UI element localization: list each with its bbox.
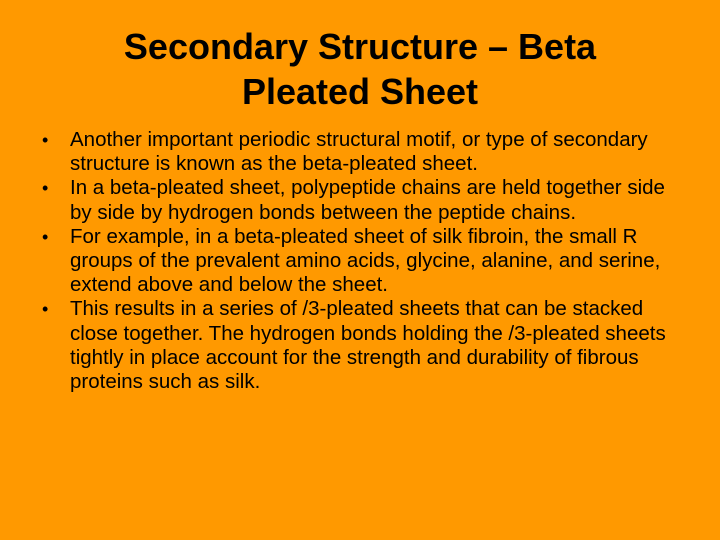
bullet-item-4: • This results in a series of /3-pleated sheets that can be stacked close together. The hydrogen bonds holding the /3-pleated sheets tightly in place account for the strength and durability of fibrous proteins such as silk.: [42, 297, 682, 394]
slide-title: [40, 24, 680, 114]
bullet-item-3: • For example, in a beta-pleated sheet of silk fibroin, the small R groups of the prevalent amino acids, glycine, alanine, and serine, extend above and below the sheet.: [42, 225, 682, 298]
slide-title-line-2: Pleated Sheet: [241, 71, 479, 112]
bullet-item-1: • Another important periodic structural motif, or type of secondary structure is known as the beta-pleated sheet.: [42, 128, 682, 176]
slide-title-line-1: Secondary Structure – Beta: [123, 26, 597, 67]
bullet-list: [42, 128, 682, 394]
bullet-item-2: • In a beta-pleated sheet, polypeptide chains are held together side by side by hydrogen bonds between the peptide chains.: [42, 176, 682, 224]
